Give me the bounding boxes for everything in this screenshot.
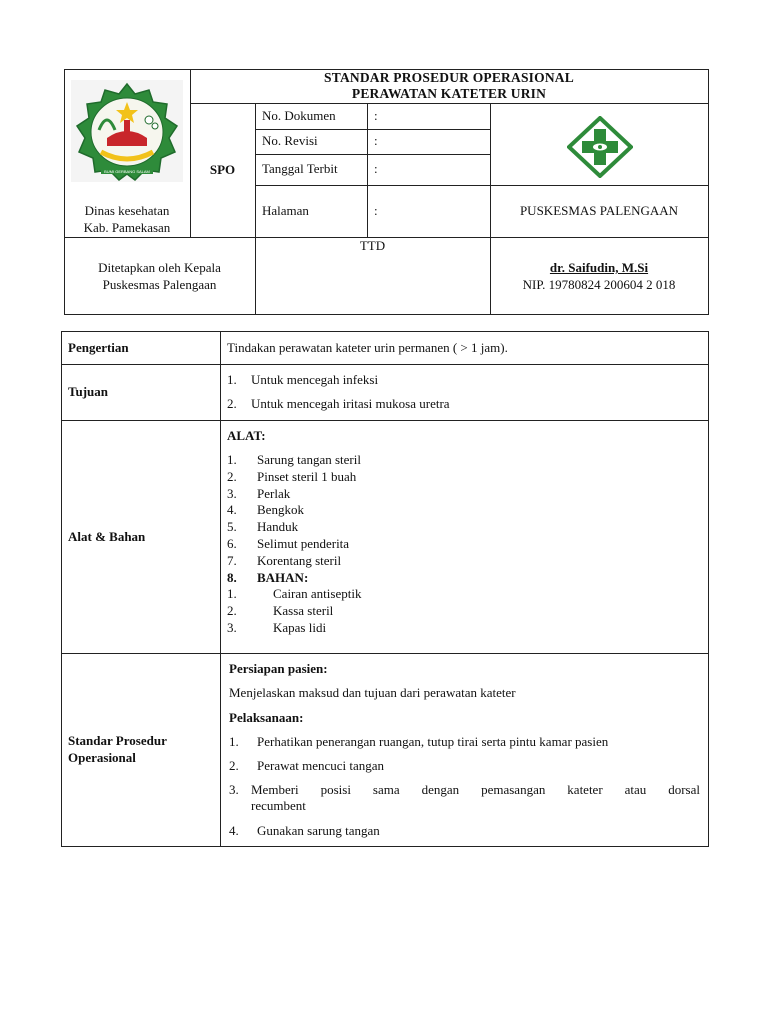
list-number: 2.: [229, 758, 239, 773]
document-title: STANDAR PROSEDUR OPERASIONAL: [324, 70, 574, 85]
revision-label: No. Revisi: [262, 133, 318, 148]
persiapan-heading: Persiapan pasien:: [229, 661, 328, 676]
list-text: Kapas lidi: [273, 620, 327, 635]
left-org-line1: Dinas kesehatan: [84, 203, 170, 218]
list-number: 2.: [227, 603, 237, 618]
list-number: 6.: [227, 536, 237, 551]
puskesmas-name: PUSKESMAS PALENGAAN: [519, 203, 679, 218]
list-item: [227, 536, 349, 552]
list-text: Handuk: [257, 519, 299, 534]
signer-name: dr. Saifudin, M.Si: [549, 260, 649, 275]
list-item: [229, 823, 380, 839]
list-item: [227, 502, 304, 518]
doc-number-value: :: [374, 108, 378, 123]
list-item: [229, 758, 384, 774]
list-item: [227, 469, 356, 485]
list-text: Untuk mencegah infeksi: [251, 372, 379, 387]
issue-date-value: :: [374, 161, 378, 176]
list-item: [227, 486, 290, 502]
list-number: 4.: [229, 823, 239, 838]
page-value: :: [374, 203, 378, 218]
spo-section-label-line1: Standar Prosedur: [68, 733, 167, 748]
signature-label: TTD: [359, 238, 386, 253]
page-label: Halaman: [262, 203, 309, 218]
list-number: 8.: [227, 570, 237, 585]
puskesmas-logo: [567, 116, 633, 178]
signer-nip: NIP. 19780824 200604 2 018: [522, 277, 676, 292]
established-line1: Ditetapkan oleh Kepala: [98, 260, 221, 275]
dinkes-logo: [71, 80, 183, 182]
list-item: [227, 553, 341, 569]
emblem-subtext: BUMI GERBANG SALAM: [104, 169, 150, 174]
list-text-continuation: recumbent: [251, 798, 306, 813]
persiapan-text: Menjelaskan maksud dan tujuan dari perawatan kateter: [229, 685, 516, 700]
document-subtitle: PERAWATAN KATETER URIN: [351, 86, 547, 101]
list-item: [229, 734, 608, 750]
bahan-heading: BAHAN:: [257, 570, 309, 585]
list-text: Selimut penderita: [257, 536, 350, 551]
list-number: 7.: [227, 553, 237, 568]
list-item: [227, 620, 326, 636]
list-text: Cairan antiseptik: [273, 586, 362, 601]
list-text: Sarung tangan steril: [257, 452, 361, 467]
green-cross-icon: [567, 116, 633, 178]
list-item: [227, 586, 361, 602]
list-item: [227, 519, 298, 535]
list-text: Bengkok: [257, 502, 304, 517]
list-item: [227, 452, 361, 468]
list-number: 2.: [227, 396, 237, 411]
list-number: 5.: [227, 519, 237, 534]
list-number-row: [229, 782, 239, 798]
spo-label: SPO: [209, 162, 236, 177]
doc-number-label: No. Dokumen: [262, 108, 336, 123]
list-number: 1.: [227, 372, 237, 387]
revision-value: :: [374, 133, 378, 148]
tujuan-label: Tujuan: [68, 384, 108, 399]
list-text: Gunakan sarung tangan: [257, 823, 380, 838]
list-text: Perlak: [257, 486, 291, 501]
alat-bahan-label: Alat & Bahan: [68, 529, 146, 544]
list-text: Kassa steril: [273, 603, 334, 618]
spo-section-label-line2: Operasional: [68, 750, 136, 765]
list-number: 3.: [227, 486, 237, 501]
list-number: 3.: [227, 620, 237, 635]
alat-heading: ALAT:: [227, 428, 266, 443]
list-item: [227, 396, 450, 412]
list-text: Perhatikan penerangan ruangan, tutup tirai serta pintu kamar pasien: [257, 734, 609, 749]
issue-date-label: Tanggal Terbit: [262, 161, 338, 176]
list-item: [227, 603, 333, 619]
pelaksanaan-heading: Pelaksanaan:: [229, 710, 304, 725]
bahan-heading-row: [227, 570, 308, 586]
list-text: Memberi posisi sama dengan pemasangan kateter atau dorsal: [251, 782, 700, 797]
list-item: [227, 372, 378, 388]
list-text: Pinset steril 1 buah: [257, 469, 357, 484]
list-number: 2.: [227, 469, 237, 484]
list-number: 1.: [227, 586, 237, 601]
list-text: Korentang steril: [257, 553, 342, 568]
left-org-line2: Kab. Pamekasan: [83, 220, 171, 235]
pengertian-label: Pengertian: [68, 340, 129, 355]
list-text: Untuk mencegah iritasi mukosa uretra: [251, 396, 450, 411]
established-line2: Puskesmas Palengaan: [102, 277, 217, 292]
list-number: 3.: [229, 782, 239, 797]
list-text: Perawat mencuci tangan: [257, 758, 385, 773]
list-number: 4.: [227, 502, 237, 517]
list-number: 1.: [227, 452, 237, 467]
list-number: 1.: [229, 734, 239, 749]
regency-emblem-icon: [71, 80, 183, 182]
pengertian-text: Tindakan perawatan kateter urin permanen ( > 1 jam).: [227, 340, 508, 355]
